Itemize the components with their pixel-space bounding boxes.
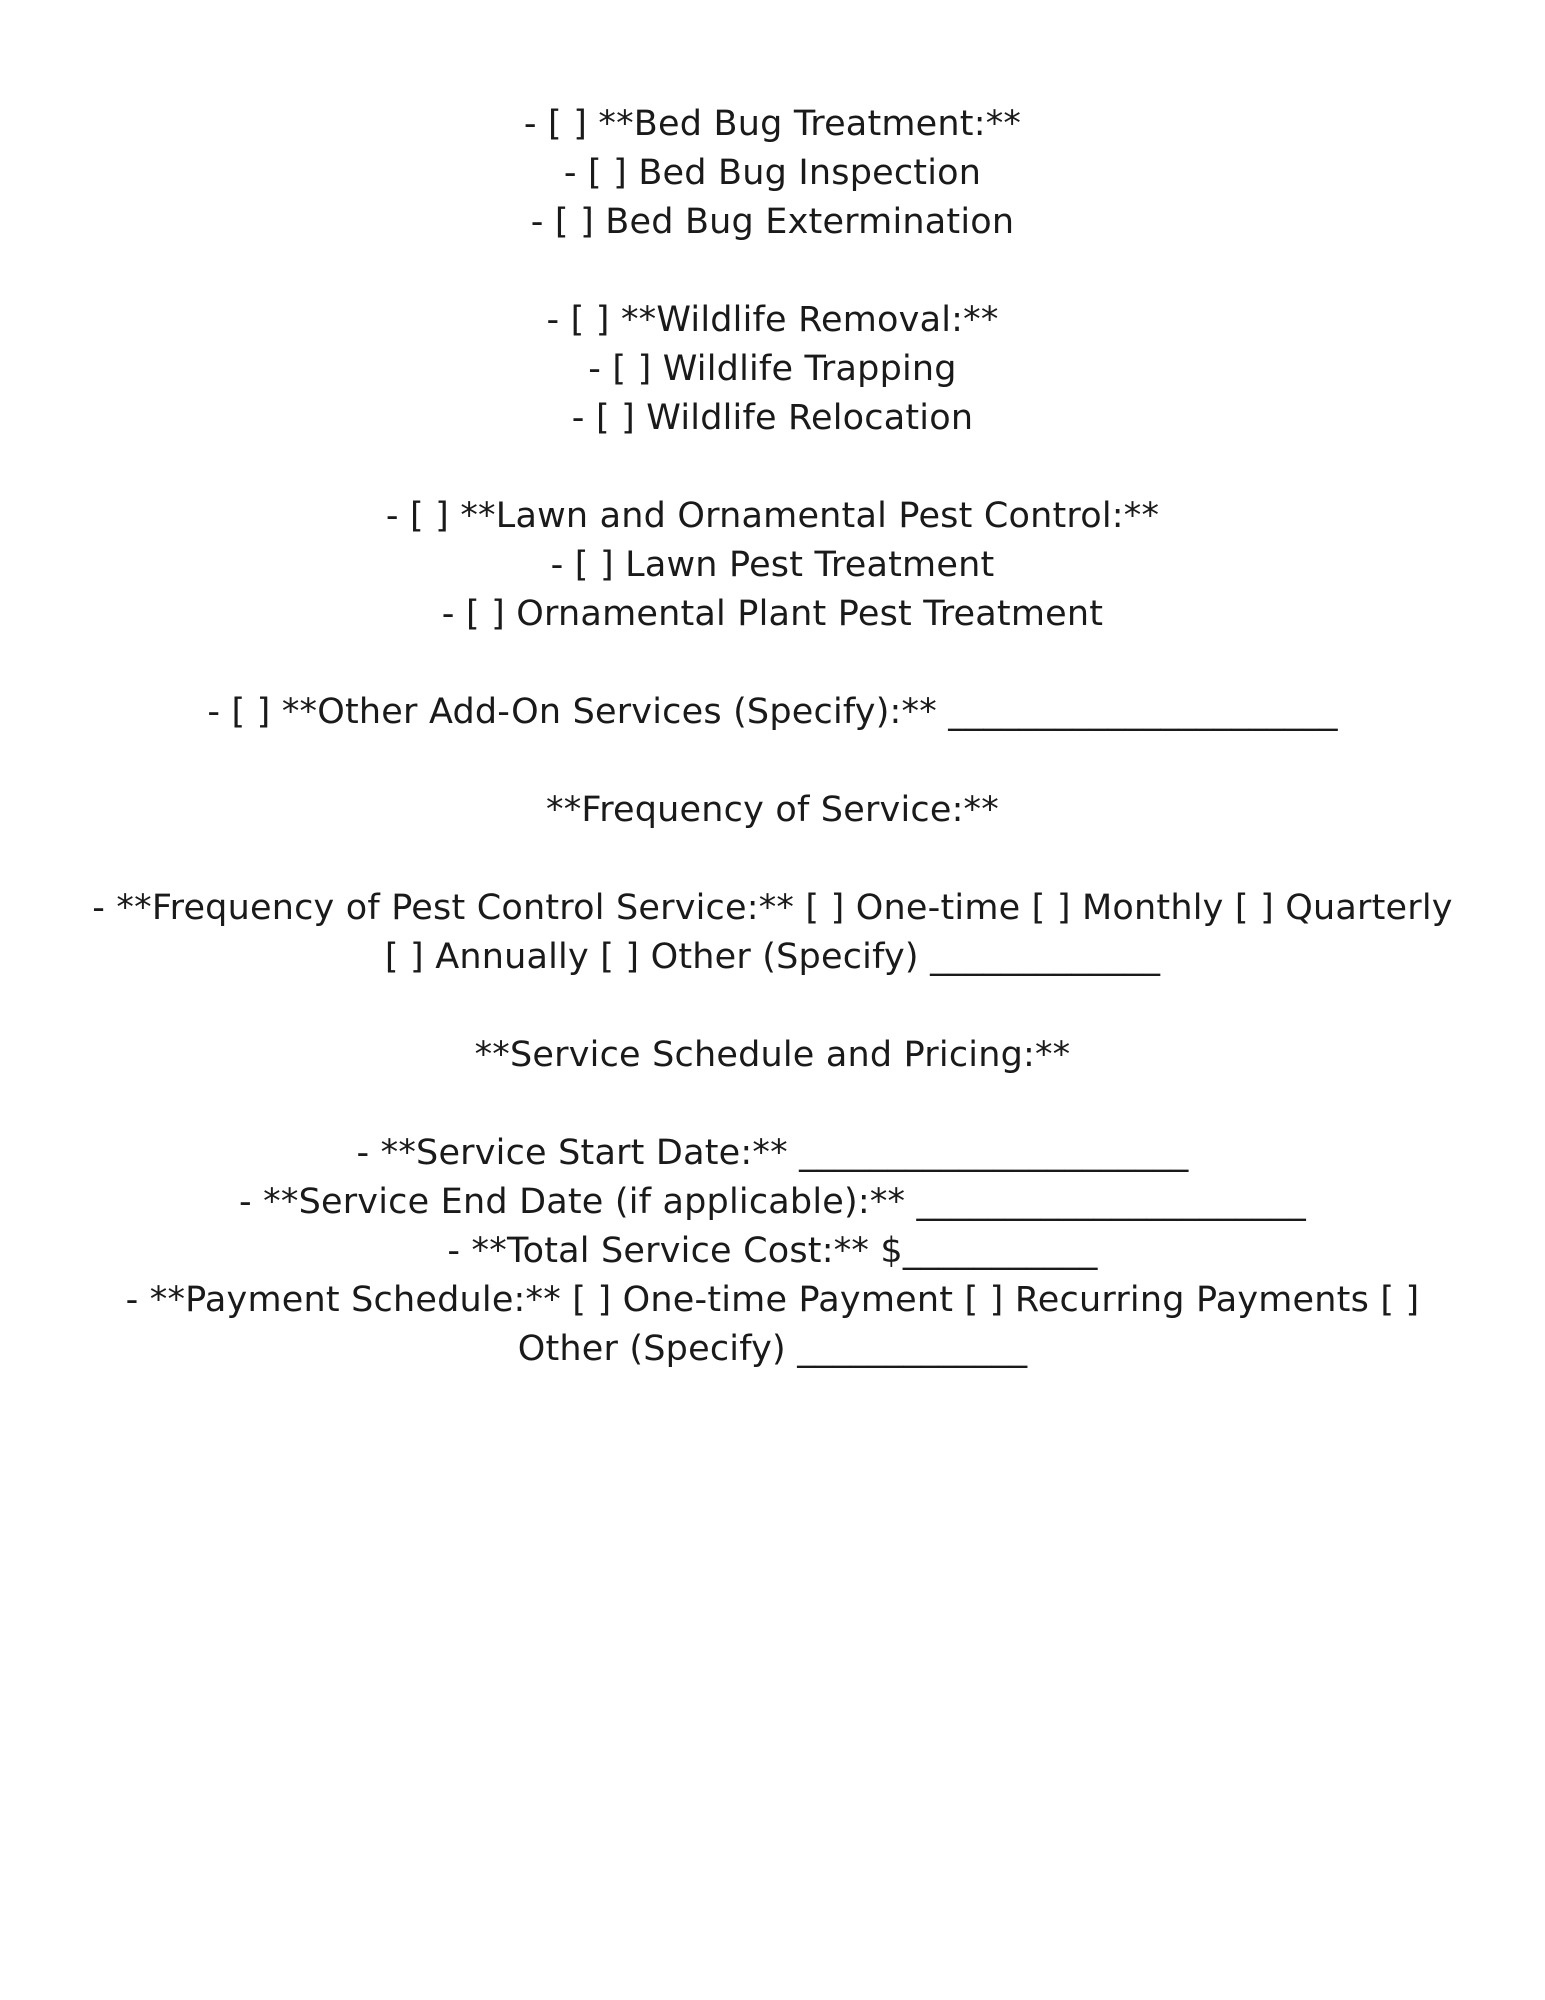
service-end-date-line: - **Service End Date (if applicable):** ______________________ [239,1182,1306,1222]
frequency-heading: **Frequency of Service:** [546,790,999,830]
wildlife-relocation-item: - [ ] Wildlife Relocation [571,398,974,438]
payment-schedule-line: - **Payment Schedule:** [ ] One-time Payment [ ] Recurring Payments [ ] Other (Specify) _____________ [125,1280,1420,1369]
ornamental-pest-item: - [ ] Ornamental Plant Pest Treatment [441,594,1104,634]
frequency-line: - **Frequency of Pest Control Service:** [ ] One-time [ ] Monthly [ ] Quarterly [ ] Annually [ ] Other (Specify) _____________ [92,888,1453,977]
total-service-cost-line: - **Total Service Cost:** $___________ [447,1231,1098,1271]
bed-bug-extermination-item: - [ ] Bed Bug Extermination [530,202,1015,242]
wildlife-heading: - [ ] **Wildlife Removal:** [546,300,999,340]
wildlife-trapping-item: - [ ] Wildlife Trapping [588,349,957,389]
other-addon-line: - [ ] **Other Add-On Services (Specify):** ______________________ [207,692,1338,732]
lawn-pest-item: - [ ] Lawn Pest Treatment [550,545,995,585]
schedule-heading: **Service Schedule and Pricing:** [474,1035,1071,1075]
bed-bug-heading: - [ ] **Bed Bug Treatment:** [523,104,1022,144]
bed-bug-inspection-item: - [ ] Bed Bug Inspection [563,153,982,193]
lawn-heading: - [ ] **Lawn and Ornamental Pest Control:** [385,496,1160,536]
service-start-date-line: - **Service Start Date:** ______________________ [356,1133,1189,1173]
